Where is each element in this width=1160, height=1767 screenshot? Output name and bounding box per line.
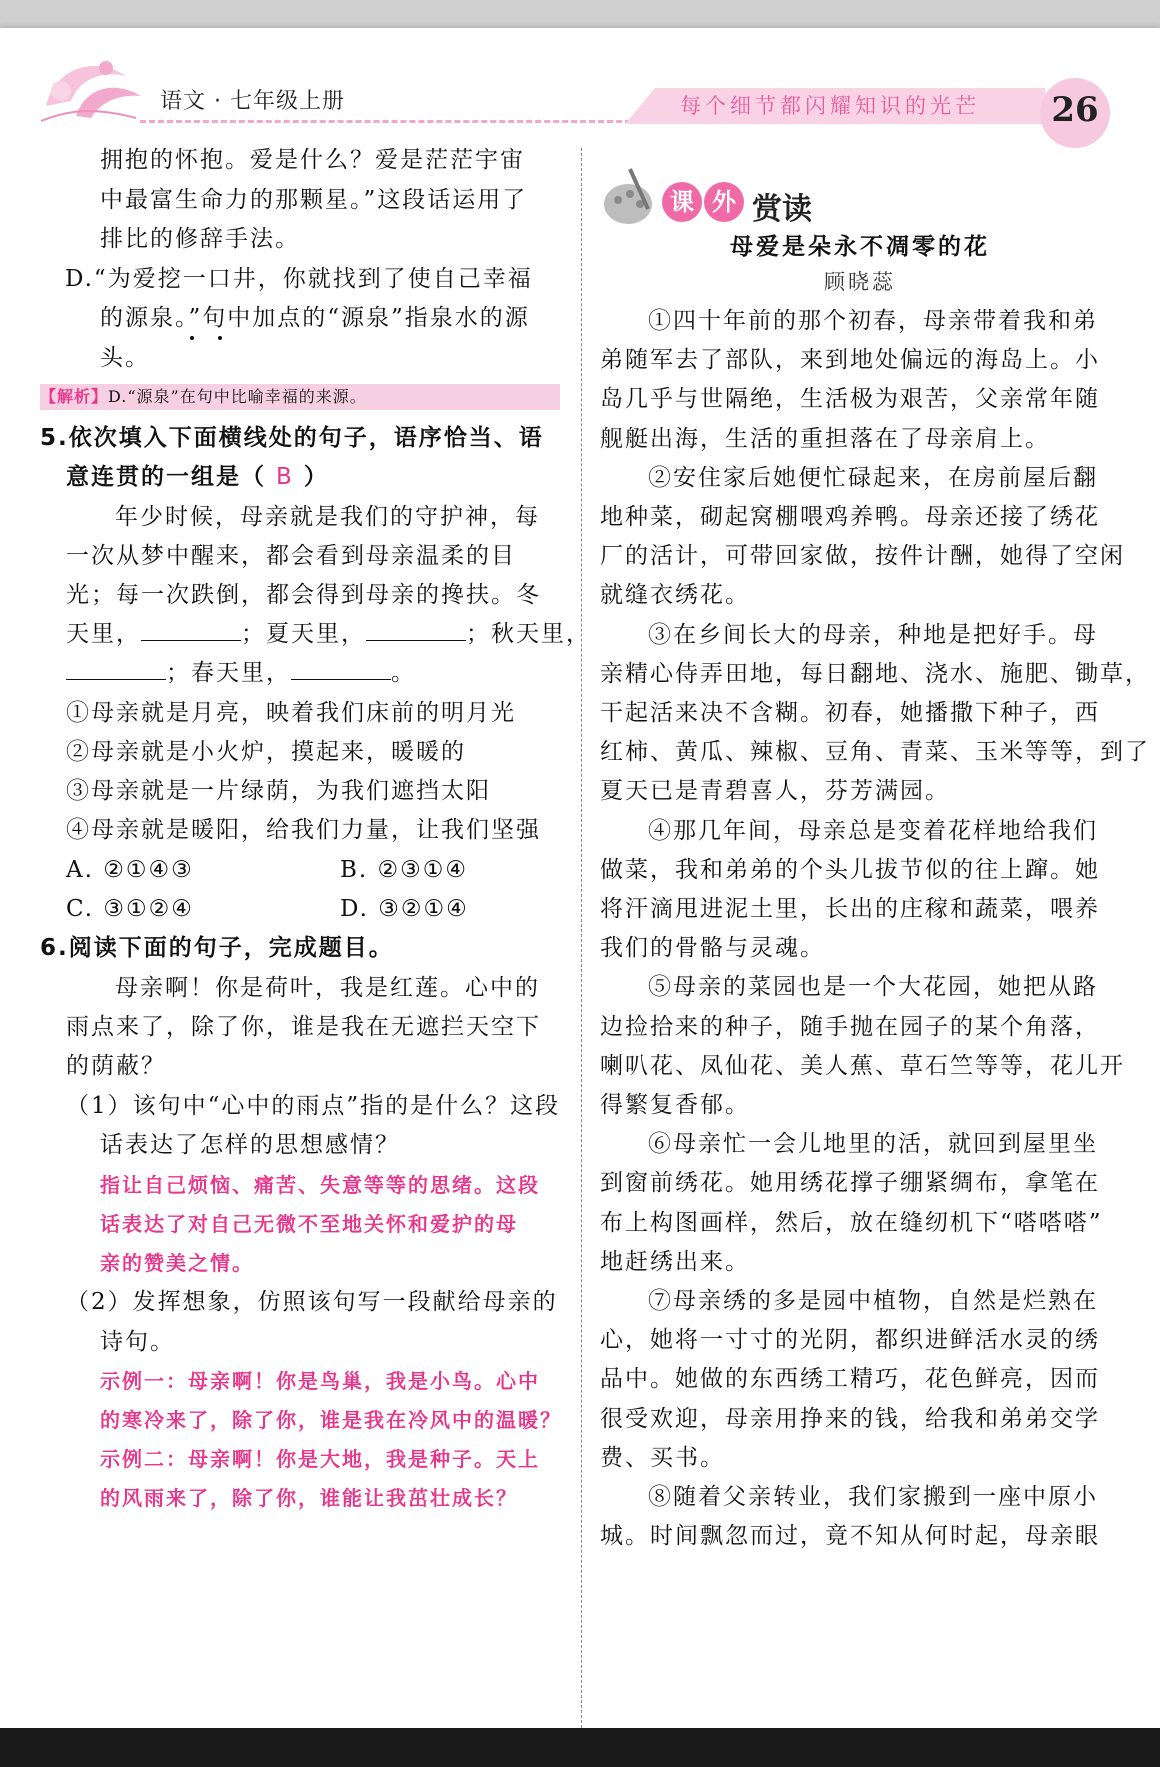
fill-blank — [366, 620, 466, 641]
text-line: 中最富生命力的那颗星。”这段话运用了 — [100, 187, 528, 213]
article-line: ③在乡间长大的母亲，种地是把好手。母 — [648, 621, 1098, 648]
q5-option-b: B. ②③①④ — [340, 857, 469, 883]
article-title: 母爱是朵永不凋零的花 — [730, 234, 990, 260]
question-5-stem: 5.依次填入下面横线处的句子，语序恰当、语 — [40, 425, 544, 451]
top-bar — [0, 0, 1160, 28]
q5-item: ①母亲就是月亮，映着我们床前的明月光 — [66, 700, 516, 726]
article-line: ④那几年间，母亲总是变着花样地给我们 — [648, 817, 1098, 844]
section-char: 外 — [704, 182, 744, 222]
q5-item: ③母亲就是一片绿荫，为我们遮挡太阳 — [66, 778, 491, 804]
article-line: 地赶绣出来。 — [600, 1248, 750, 1275]
article-line: 红柿、黄瓜、辣椒、豆角、青菜、玉米等等，到了 — [600, 739, 1150, 766]
article-line: 做菜，我和弟弟的个头儿拔节似的往上蹿。她 — [600, 856, 1100, 883]
text-line: 排比的修辞手法。 — [100, 226, 300, 252]
option-d-line: 的源泉。”句中加点的“源泉”指泉水的源 — [100, 305, 530, 331]
q6-sub2-answer: 示例二：母亲啊！你是大地，我是种子。天上 — [100, 1447, 540, 1471]
q5-option-c: C. ③①②④ — [66, 896, 194, 922]
article-line: 心，她将一寸寸的光阴，都织进鲜活水灵的绣 — [600, 1327, 1100, 1354]
q5-fill-line: 天里， ；夏天里， ；秋天里， — [66, 621, 591, 647]
q5-option-a: A. ②①④③ — [66, 857, 194, 883]
emphasis-dot — [190, 336, 194, 340]
flower-ornament-icon — [36, 46, 146, 126]
header-divider — [140, 120, 640, 123]
q6-sub2-answer: 的风雨来了，除了你，谁能让我茁壮成长？ — [100, 1486, 518, 1510]
header — [0, 28, 1160, 128]
q6-sub1-answer: 亲的赞美之情。 — [100, 1251, 254, 1275]
article-line: 费、买书。 — [600, 1444, 725, 1471]
article-line: 厂的活计，可带回家做，按件计酬，她得了空闲 — [600, 543, 1125, 570]
q6-sub2-answer: 示例一：母亲啊！你是鸟巢，我是小鸟。心中 — [100, 1369, 540, 1393]
article-line: 布上构图画样，然后，放在缝纫机下“嗒嗒嗒” — [600, 1209, 1103, 1236]
option-d-line: D.“为爱挖一口井，你就找到了使自己幸福 — [65, 266, 533, 292]
analysis-tag: 【解析】 — [40, 387, 109, 406]
article-line: 得繁复香郁。 — [600, 1092, 750, 1118]
bottom-bar — [0, 1728, 1160, 1767]
article-line: 地种菜，砌起窝棚喂鸡养鸭。母亲还接了绣花 — [600, 504, 1100, 530]
book-subject: 语文 · 七年级上册 — [160, 89, 345, 114]
q6-passage-line: 雨点来了，除了你，谁是我在无遮拦天空下 — [66, 1014, 541, 1040]
article-line: 到窗前绣花。她用绣花撑子绷紧绸布，拿笔在 — [600, 1170, 1100, 1197]
article-line: ②安住家后她便忙碌起来，在房前屋后翻 — [648, 464, 1098, 491]
q6-sub1-answer: 话表达了对自己无微不至地关怀和爱护的母 — [100, 1212, 518, 1236]
article-line: 边捡拾来的种子，随手抛在园子的某个角落， — [600, 1013, 1100, 1040]
analysis-text: D.“源泉”在句中比喻幸福的来源。 — [108, 387, 367, 406]
article-line: 品中。她做的东西绣工精巧，花色鲜亮，因而 — [600, 1366, 1100, 1393]
fill-blank — [141, 620, 241, 641]
article-line: 城。时间飘忽而过，竟不知从何时起，母亲眼 — [600, 1523, 1100, 1550]
section-char: 课 — [662, 182, 702, 222]
q5-item: ④母亲就是暖阳，给我们力量，让我们坚强 — [66, 817, 541, 843]
text-line: 拥抱的怀抱。爱是什么？爱是茫茫宇宙 — [100, 147, 525, 173]
article-line: 夏天已是青碧喜人，芬芳满园。 — [600, 778, 950, 805]
page — [0, 28, 1160, 1728]
article-line: ①四十年前的那个初春，母亲带着我和弟 — [648, 308, 1098, 334]
q5-item: ②母亲就是小火炉，摸起来，暖暖的 — [66, 739, 466, 765]
article-line: 很受欢迎，母亲用挣来的钱，给我和弟弟交学 — [600, 1405, 1100, 1432]
article-line: 干起活来决不含糊。初春，她播撒下种子，西 — [600, 700, 1100, 726]
article-line: ⑥母亲忙一会儿地里的活，就回到屋里坐 — [648, 1131, 1098, 1158]
article-line: 舰艇出海，生活的重担落在了母亲肩上。 — [600, 425, 1050, 452]
q5-passage-line: 一次从梦中醒来，都会看到母亲温柔的目 — [66, 543, 516, 569]
article-line: ⑦母亲绣的多是园中植物，自然是烂熟在 — [648, 1288, 1098, 1314]
article-line: ⑧随着父亲转业，我们家搬到一座中原小 — [648, 1484, 1098, 1510]
q5-option-d: D. ③②①④ — [340, 896, 469, 922]
section-label: 赏读 — [752, 192, 812, 227]
q6-passage-line: 的荫蔽？ — [66, 1053, 166, 1079]
article-line: 就缝衣绣花。 — [600, 582, 750, 609]
article-line: 我们的骨骼与灵魂。 — [600, 935, 825, 962]
article-line: 弟随军去了部队，来到地处偏远的海岛上。小 — [600, 347, 1100, 374]
article-line: 喇叭花、凤仙花、美人蕉、草石竺等等，花儿开 — [600, 1052, 1125, 1079]
option-d-line: 头。 — [100, 345, 150, 371]
article-line: ⑤母亲的菜园也是一个大花园，她把从路 — [648, 974, 1098, 1001]
analysis-bar — [40, 384, 560, 410]
question-5-answer: B — [276, 464, 294, 490]
column-divider — [581, 148, 582, 1733]
q6-sub2: 诗句。 — [100, 1329, 175, 1355]
q6-sub2: （2）发挥想象，仿照该句写一段献给母亲的 — [66, 1289, 558, 1315]
palette-icon — [600, 164, 660, 234]
q6-passage-line: 母亲啊！你是荷叶，我是红莲。心中的 — [115, 975, 540, 1001]
page-number: 26 — [1051, 90, 1099, 130]
question-5-stem: 意连贯的一组是（ B ） — [66, 464, 329, 490]
fill-blank — [291, 659, 391, 680]
article-line: 岛几乎与世隔绝，生活极为艰苦，父亲常年随 — [600, 386, 1100, 413]
question-6-stem: 6.阅读下面的句子，完成题目。 — [40, 935, 394, 961]
q6-sub1: 话表达了怎样的思想感情？ — [100, 1132, 400, 1158]
q5-passage-line: 光；每一次跌倒，都会得到母亲的搀扶。冬 — [66, 582, 541, 608]
q6-sub1: （1）该句中“心中的雨点”指的是什么？这段 — [66, 1093, 561, 1119]
slogan: 每个细节都闪耀知识的光芒 — [680, 94, 980, 118]
q5-passage-line: 年少时候，母亲就是我们的守护神，每 — [115, 504, 540, 530]
fill-blank — [66, 659, 166, 680]
emphasis-dot — [218, 336, 222, 340]
q6-sub2-answer: 的寒冷来了，除了你，谁是我在冷风中的温暖？ — [100, 1408, 562, 1432]
article-line: 将汗滴甩进泥土里，长出的庄稼和蔬菜，喂养 — [600, 896, 1100, 922]
q5-fill-line: ；春天里， 。 — [66, 658, 416, 688]
article-author: 顾晓蕊 — [824, 270, 896, 294]
article-line: 亲精心侍弄田地，每日翻地、浇水、施肥、锄草， — [600, 660, 1150, 687]
q6-sub1-answer: 指让自己烦恼、痛苦、失意等等的思绪。这段 — [100, 1173, 540, 1197]
